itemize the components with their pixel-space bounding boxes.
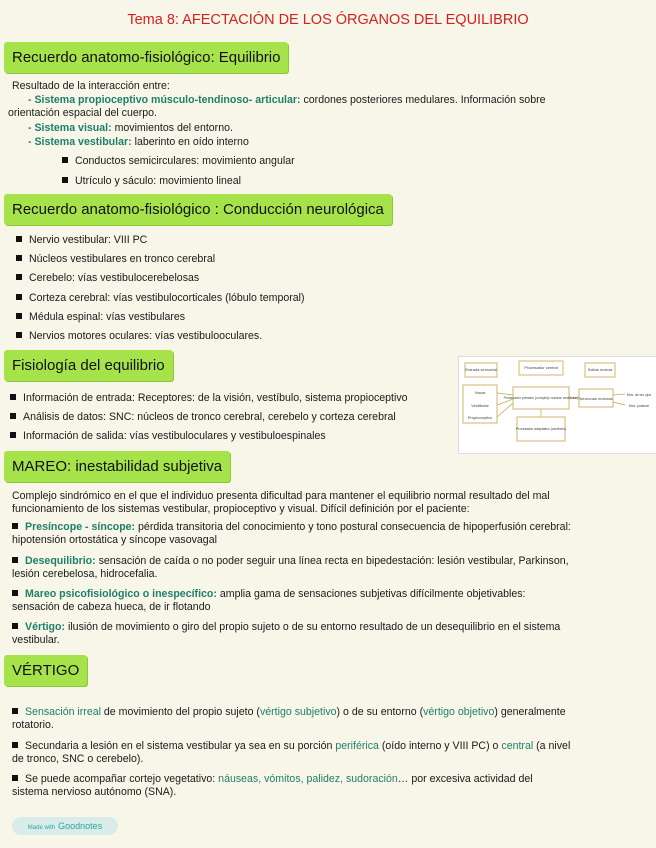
s4-label: Presíncope - síncope: [25, 521, 136, 533]
list-item-text: Núcleos vestibulares en tronco cerebral [29, 253, 216, 265]
list-item-text: Información de entrada: Receptores: de la visión, vestíbulo, sistema propioceptivo [23, 392, 408, 404]
bullet-icon [10, 432, 16, 438]
bullet-icon [12, 523, 18, 529]
s5-text: … por excesiva actividad del [397, 773, 533, 785]
bullet-icon [16, 313, 22, 319]
bullet-icon [10, 413, 16, 419]
s5-text: rotatorio. [12, 719, 54, 731]
s5-highlight: vértigo objetivo [423, 706, 495, 718]
bullet-icon [12, 590, 18, 596]
s1-sub-item [62, 175, 241, 188]
bullet-icon [12, 557, 18, 563]
list-item [16, 234, 147, 247]
s4-label: Desequilibrio: [25, 555, 96, 567]
s4-text: pérdida transitoria del conocimiento y tono postural consecuencia de hipoperfusión cerebral: [135, 521, 571, 533]
section-header-conduccion: Recuerdo anatomo-fisiológico : Conducción neurológica [4, 194, 392, 225]
list-item-text: Médula espinal: vías vestibulares [29, 311, 186, 323]
diagram-label: Mov. postural [628, 404, 650, 408]
s4-intro-line: Complejo sindrómico en el que el individuo presenta dificultad para mantener el equilibrio normal resultado del mal [12, 490, 550, 502]
section-header-mareo: MAREO: inestabilidad subjetiva [4, 451, 230, 482]
s5-highlight: náuseas, vómitos, palidez, sudoración [218, 773, 398, 785]
bullet-icon [16, 255, 22, 261]
s5-text: de tronco, SNC o cerebelo). [12, 753, 144, 765]
list-item-text: Corteza cerebral: vías vestibulocorticales (lóbulo temporal) [29, 292, 305, 304]
diagram-label: Neuronas motoras [579, 396, 613, 401]
list-item [16, 330, 262, 343]
diagram-svg [459, 357, 656, 453]
s1-label-propioceptivo: Sistema propioceptivo músculo-tendinoso- articular: [34, 94, 301, 106]
s5-text: Se puede acompañar cortejo vegetativo: [25, 773, 219, 785]
s5-p2 [12, 740, 652, 766]
s1-text-propioceptivo: cordones posteriores medulares. Información sobre [300, 94, 546, 106]
s4-text: lesión cerebelosa, hidrocefalia. [12, 568, 158, 580]
s1-sub-text: Conductos semicirculares: movimiento angular [75, 155, 295, 167]
s5-highlight: central [501, 740, 534, 752]
s4-text: sensación de caída o no poder seguir una línea recta en bipedestación: lesión vestibular, Parkinson, [95, 555, 569, 567]
diagram-label: Salida motora [587, 367, 613, 372]
s5-text: (a nivel [533, 740, 571, 752]
list-item-text: Cerebelo: vías vestibulocerebelosas [29, 272, 200, 284]
s1-cont-propioceptivo: orientación espacial del cuerpo. [8, 107, 157, 119]
s1-text-visual: movimientos del entorno. [111, 122, 233, 134]
s5-text: Secundaria a lesión en el sistema vestibular ya sea en su porción [25, 740, 336, 752]
s4-label: Mareo psicofisiológico o inespecífico: [25, 588, 217, 600]
bullet-icon [12, 708, 18, 714]
equilibrium-diagram [458, 356, 656, 454]
s1-label-visual: Sistema visual: [34, 122, 112, 134]
s1-item-vestibular: - Sistema vestibular: laberinto en oído interno [28, 136, 249, 148]
s5-highlight: vértigo subjetivo [259, 706, 337, 718]
section-header-equilibrio: Recuerdo anatomo-fisiológico: Equilibrio [4, 42, 288, 73]
list-item-text: Análisis de datos: SNC: núcleos de tronco cerebral, cerebelo y corteza cerebral [23, 411, 396, 423]
diagram-label: Procesador adaptativo (cerebelo) [515, 427, 567, 431]
page-title: Tema 8: AFECTACIÓN DE LOS ÓRGANOS DEL EQUILIBRIO [127, 12, 529, 28]
badge-small-text: Made with [27, 825, 56, 831]
diagram-label: Visual [474, 390, 486, 395]
s1-label-vestibular: Sistema vestibular: [34, 136, 132, 148]
bullet-icon [12, 775, 18, 781]
s1-item-propioceptivo: - Sistema propioceptivo músculo-tendinoso- articular: cordones posteriores medulares. Información sobre orientación espacial del cuerpo. [8, 94, 546, 119]
s4-text: hipotensión ortostática y síncope vasovagal [12, 534, 217, 546]
s4-desequilibrio [12, 555, 652, 581]
bullet-icon [16, 294, 22, 300]
list-item [16, 253, 215, 266]
list-item [10, 392, 408, 405]
s4-label: Vértigo: [25, 621, 66, 633]
bullet-icon [62, 157, 68, 163]
bullet-icon [16, 236, 22, 242]
s4-mareo-psico [12, 588, 652, 614]
diagram-label: Entrada sensorial [465, 367, 497, 372]
list-item [16, 292, 305, 305]
bullet-icon [62, 177, 68, 183]
s5-p1 [12, 706, 652, 732]
goodnotes-badge[interactable] [12, 817, 118, 835]
s1-sub-text: Utrículo y sáculo: movimiento lineal [75, 175, 242, 187]
section-header-fisiologia: Fisiología del equilibrio [4, 350, 173, 381]
list-item [10, 430, 326, 443]
list-item [16, 311, 185, 324]
diagram-label: Vestibular [471, 403, 489, 408]
s5-highlight: periférica [335, 740, 379, 752]
s4-intro-line: funcionamiento de los sistemas vestibular, propioceptivo y visual. Difícil definición por el paciente: [12, 503, 470, 515]
s4-intro [12, 490, 652, 516]
list-item-text: Nervios motores oculares: vías vestibulooculares. [29, 330, 263, 342]
section-header-vertigo: VÉRTIGO [4, 655, 87, 686]
s4-text: ilusión de movimiento o giro del propio sujeto o de su entorno resultado de un desequilibrio en el sistema [65, 621, 561, 633]
s5-text: sistema nervioso autónomo (SNA). [12, 786, 177, 798]
bullet-icon [16, 332, 22, 338]
s4-text: amplia gama de sensaciones subjetivas difícilmente objetivables: [216, 588, 526, 600]
list-item-text: Información de salida: vías vestibuloculares y vestibuloespinales [23, 430, 326, 442]
s5-text: ) o de su entorno ( [336, 706, 424, 718]
list-item [10, 411, 396, 424]
bullet-icon [12, 623, 18, 629]
s4-vertigo [12, 621, 652, 647]
bullet-icon [16, 274, 22, 280]
diagram-label: Procesador central [524, 365, 558, 370]
s4-text: sensación de cabeza hueca, de ir flotando [12, 601, 211, 613]
diagram-label: Mov. de los ojos [626, 393, 652, 397]
s1-item-visual: - Sistema visual: movimientos del entorno. [28, 122, 233, 134]
s4-text: vestibular. [12, 634, 60, 646]
s5-text: ) generalmente [494, 706, 566, 718]
s5-text: de movimiento del propio sujeto ( [100, 706, 260, 718]
diagram-label: Propioceptivo [467, 415, 493, 420]
list-item [16, 272, 199, 285]
s5-highlight: Sensación irreal [25, 706, 101, 718]
s5-p3 [12, 773, 652, 799]
s1-text-vestibular: laberinto en oído interno [131, 136, 249, 148]
diagram-label: Procesador primario (complejo nuclear vestibular) [503, 396, 579, 400]
list-item-text: Nervio vestibular: VIII PC [29, 234, 148, 246]
s1-sub-item [62, 155, 295, 168]
s4-presincope [12, 521, 652, 547]
s5-text: (oído interno y VIII PC) o [378, 740, 502, 752]
bullet-icon [12, 742, 18, 748]
s1-intro: Resultado de la interacción entre: [12, 80, 170, 92]
badge-name: Goodnotes [58, 821, 103, 831]
bullet-icon [10, 394, 16, 400]
